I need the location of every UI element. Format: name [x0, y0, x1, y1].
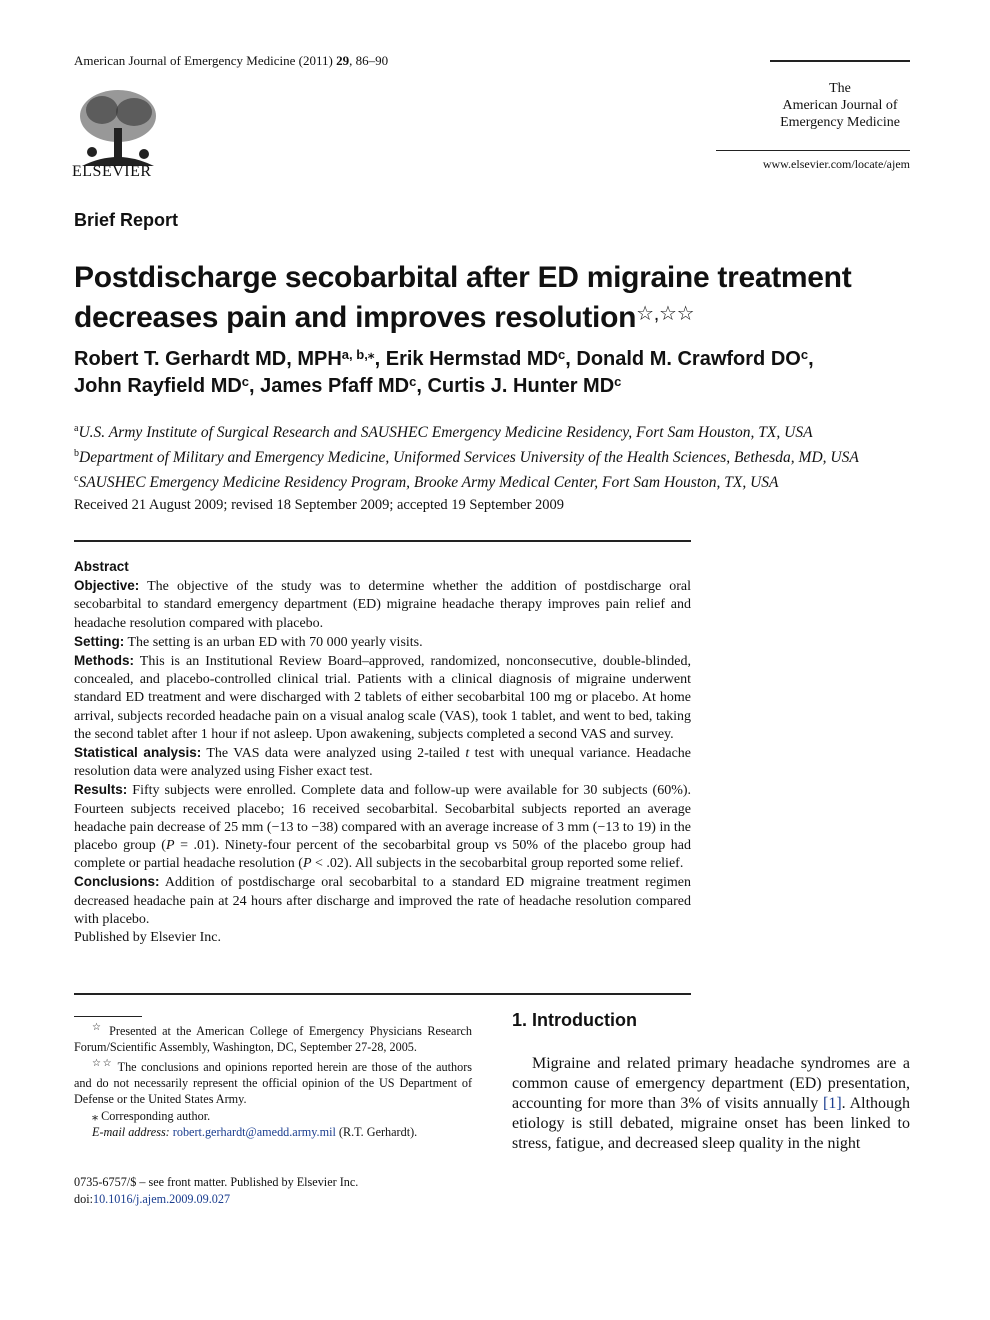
footnote: E-mail address: robert.gerhardt@amedd.army.mil (R.T. Gerhardt). [92, 1124, 418, 1139]
abstract-heading: Abstract [74, 559, 129, 574]
title-footnote-marks: ☆,☆☆ [636, 303, 695, 325]
copyright-block: 0735-6757/$ – see front matter. Published by Elsevier Inc. doi:10.1016/j.ajem.2009.09.027 [74, 1175, 359, 1206]
introduction-heading: 1. Introduction [512, 1010, 637, 1030]
footnote-rule [74, 1016, 142, 1017]
affiliation: $^a$U.S. Army Institute of Surgical Research and SAUSHEC Emergency Medicine Residency, Fort Sam Houston, TX, USA [74, 423, 813, 442]
article-dates: Received 21 August 2009; revised 18 September 2009; accepted 19 September 2009 [74, 497, 565, 513]
article-type: Brief Report [74, 210, 179, 230]
author: John Rayfield $MD^c$, [74, 374, 261, 397]
affiliations [74, 418, 954, 493]
author: Robert T. Gerhardt MD, $MPH^{a, b,⁎}$, [74, 347, 386, 370]
doi-link[interactable]: 10.1016/j.ajem.2009.09.027 [92, 1192, 231, 1206]
abstract-rule-bottom [74, 993, 691, 995]
author: Erik Hermstad $MD^c$, [385, 347, 577, 370]
footnote: ☆☆ The conclusions and opinions reported herein are those of the authors and do not necessarily represent the official opinion of the US Department of Defense or the United States Army. [74, 1057, 472, 1107]
author: Curtis J. Hunter $MD^c$ [427, 374, 622, 397]
journal-rule-top [770, 60, 910, 62]
journal-citation: American Journal of Emergency Medicine (2011) 29, 86–90 [74, 53, 389, 68]
footnotes [74, 1020, 472, 1140]
author-list [74, 346, 954, 400]
footnote: ⁎ Corresponding author. [92, 1108, 211, 1123]
footnote: ☆ Presented at the American College of Emergency Physicians Research Forum/Scientific Assembly, Washington, DC, September 27-28, 2005. [74, 1022, 473, 1055]
journal-rule-bottom [716, 150, 910, 151]
article-title: Postdischarge secobarbital after ED migraine treatment decreases pain and improves resolution☆,☆☆ [74, 261, 852, 334]
publisher-logo-text: ELSEVIER [72, 163, 152, 180]
reference-link[interactable]: [1] [823, 1095, 842, 1112]
abstract-rule-top [74, 540, 691, 542]
journal-name: The American Journal of Emergency Medicine [780, 81, 900, 130]
email-link[interactable]: robert.gerhardt@amedd.army.mil [172, 1124, 336, 1139]
abstract: Abstract Objective: The objective of the study was to determine whether the addition of postdischarge oral secobarbital to standard emergency department (ED) migraine headache therapy improves pain relief and headache resolution compared with placebo. Setting: The setting is an urban ED with 70 000 yearly visits. Methods: This is an Institutional Review Board–approved, randomized, nonconsecutive, double-blinded, concealed, and placebo-controlled clinical trial. Patients with a clinical diagnosis of migraine underwent standard ED treatment and were discharged with 2 tablets of either secobarbital 100 mg or placebo. At home arrival, subjects recorded headache pain on a visual analog scale (VAS), took 1 tablet, and went to bed, taking the second tablet after 1 hour if not asleep. Upon awakening, subjects completed a second VAS and survey. Statistical analysis: The VAS data were analyzed using 2-tailed t test with unequal variance. Headache resolution data were analyzed using Fisher exact test. Results: Fifty subjects were enrolled. Complete data and follow-up were available for 30 subjects (60%). Fourteen subjects received placebo; 16 received secobarbital. Secobarbital subjects reported an average headache pain decrease of 25 mm (−13 to −38) compared with an average increase of 3 mm (−13 to 19) in the placebo group (P = .01). Ninety-four percent of the secobarbital group vs 50% of the placebo group had complete or partial headache resolution (P < .02). All subjects in the secobarbital group reported some relief. Conclusions: Addition of postdischarge oral secobarbital to a standard ED migraine treatment regimen decreased headache pain at 24 hours after discharge and improved the rate of headache resolution compared with placebo. Published by Elsevier Inc. [74, 558, 691, 947]
introduction-text: Migraine and related primary headache syndromes are a common cause of emergency department (ED) presentation, accounting for more than 3% of visits annually [1]. Although etiology is still debated, migraine onset has been linked to stress, fatigue, and decreased sleep quality in the night [512, 1055, 911, 1152]
publisher-note: Published by Elsevier Inc. [74, 930, 221, 946]
author: Donald M. Crawford $DO^c$, [576, 347, 814, 370]
affiliation: $^c$SAUSHEC Emergency Medicine Residency Program, Brooke Army Medical Center, Fort Sam Houston, TX, USA [74, 473, 779, 492]
author: James Pfaff $MD^c$, [260, 374, 428, 397]
journal-url[interactable]: www.elsevier.com/locate/ajem [762, 157, 910, 171]
affiliation: $^b$Department of Military and Emergency Medicine, Uniformed Services University of the Health Sciences, Bethesda, MD, USA [74, 448, 859, 467]
